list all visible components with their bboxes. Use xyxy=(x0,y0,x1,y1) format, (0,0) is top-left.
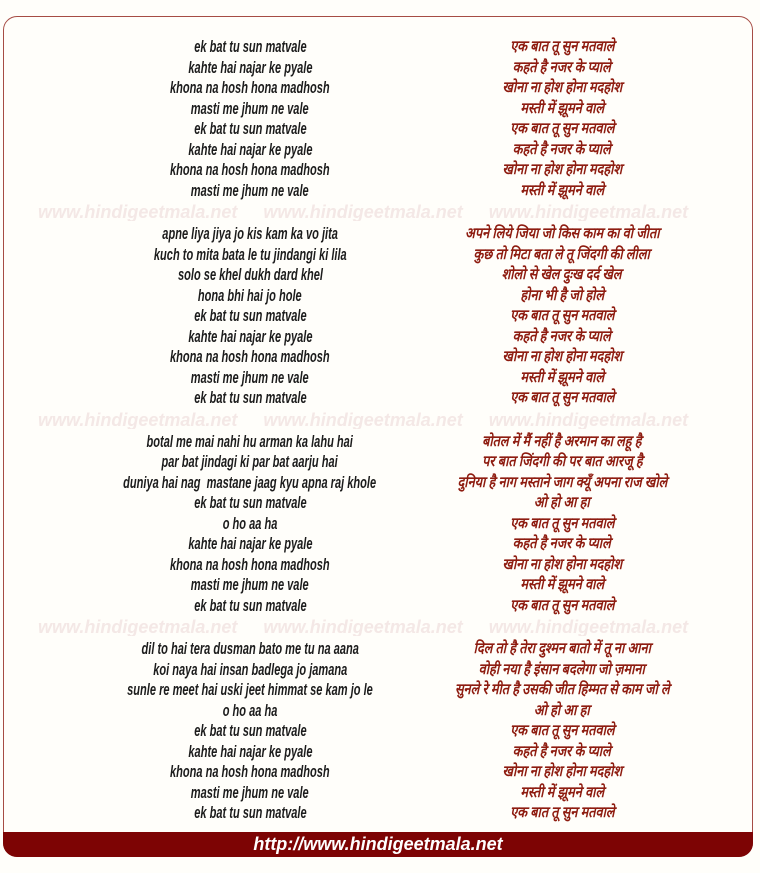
lyric-line-roman: par bat jindagi ki par bat aarju hai xyxy=(161,452,339,471)
lyrics-panel xyxy=(3,16,753,857)
lyric-line-roman: kahte hai najar ke pyale xyxy=(187,57,313,77)
watermark-text: www.hindigeetmala.net xyxy=(38,204,238,221)
roman-column xyxy=(4,639,496,824)
watermark-text: www.hindigeetmala.net xyxy=(263,204,463,221)
lyric-line-hindi: ओ हो आ हा xyxy=(534,702,590,719)
lyric-line-hindi: खोना ना होश होना मदहोश xyxy=(502,162,622,178)
lyric-line-hindi: एक बात तू सुन मतवाले xyxy=(509,390,615,406)
lyric-line-hindi: एक बात तू सुन मतवाले xyxy=(509,805,615,821)
watermark-text: www.hindigeetmala.net xyxy=(488,411,689,429)
lyric-line-roman: masti me jhum ne vale xyxy=(191,575,309,594)
lyric-line-hindi: मस्ती में झूमने वाले xyxy=(520,369,604,386)
lyric-line-roman: khona na hosh hona madhosh xyxy=(170,78,330,97)
lyric-line-hindi: मस्ती में झूमने वाले xyxy=(520,100,604,117)
lyric-line-hindi: मस्ती में झूमने वाले xyxy=(520,577,604,593)
hindi-column xyxy=(464,224,660,409)
lyric-line-hindi: मस्ती में झूमने वाले xyxy=(520,784,604,801)
watermark-text: www.hindigeetmala.net xyxy=(263,619,463,636)
lyric-line-hindi: एक बात तू सुन मतवाले xyxy=(509,121,615,137)
lyric-line-roman: apne liya jiya jo kis kam ka vo jita xyxy=(162,224,338,243)
lyrics-area xyxy=(4,17,752,824)
lyric-line-roman: kahte hai najar ke pyale xyxy=(187,139,313,159)
lyric-line-hindi: एक बात तू सुन मतवाले xyxy=(509,39,615,55)
lyric-line-hindi: वोही नया है इंसान बदलेगा जो ज़माना xyxy=(478,661,646,678)
lyric-line-hindi: पर बात जिंदगी की पर बात आरजू है xyxy=(481,454,643,470)
roman-column xyxy=(4,432,496,617)
lyric-line-roman: kahte hai najar ke pyale xyxy=(187,326,313,346)
lyric-line-roman: masti me jhum ne vale xyxy=(191,367,309,387)
stanza xyxy=(4,432,752,617)
lyric-line-roman: kahte hai najar ke pyale xyxy=(187,741,313,761)
footer-bar xyxy=(3,832,753,857)
lyric-line-roman: sunle re meet hai uski jeet himmat se kam jo le xyxy=(127,680,373,699)
lyric-line-roman: dil to hai tera dusman bato me tu na aana xyxy=(141,639,359,658)
watermark-text: www.hindigeetmala.net xyxy=(488,204,689,221)
stanza xyxy=(4,224,752,409)
lyric-line-hindi: कहते है नजर के प्याले xyxy=(512,141,612,158)
lyric-line-roman: ek bat tu sun matvale xyxy=(193,721,307,740)
roman-column xyxy=(4,37,496,201)
lyric-line-hindi: कुछ तो मिटा बता ले तू जिंदगी की लीला xyxy=(473,246,651,263)
watermark-row xyxy=(4,619,752,636)
lyric-line-roman: kahte hai najar ke pyale xyxy=(187,534,313,553)
lyric-line-hindi: बोतल में मैं नहीं है अरमान का लहू है xyxy=(482,433,642,450)
watermark-text: www.hindigeetmala.net xyxy=(263,411,463,429)
watermark-text: www.hindigeetmala.net xyxy=(38,619,238,636)
lyric-line-roman: duniya hai nag mastane jaag kyu apna raj khole xyxy=(123,472,377,492)
lyric-line-roman: o ho aa ha xyxy=(222,513,278,533)
lyric-line-roman: khona na hosh hona madhosh xyxy=(170,347,330,366)
lyric-line-hindi: सुनले रे मीत है उसकी जीत हिम्मत से काम जो ले xyxy=(454,682,670,698)
lyric-line-roman: solo se khel dukh dard khel xyxy=(177,265,323,284)
lyric-line-roman: hona bhi hai jo hole xyxy=(198,285,302,305)
lyric-line-roman: ek bat tu sun matvale xyxy=(193,803,307,822)
stanza xyxy=(4,37,752,201)
lyric-line-roman: botal me mai nahi hu arman ka lahu hai xyxy=(146,431,354,451)
lyric-line-hindi: दिल तो है तेरा दुश्मन बातो में तू ना आना xyxy=(473,641,651,657)
hindi-column xyxy=(454,639,670,824)
lyric-line-hindi: कहते है नजर के प्याले xyxy=(512,59,612,76)
lyric-line-hindi: होना भी है जो होले xyxy=(520,287,604,304)
lyric-line-roman: koi naya hai insan badlega jo jamana xyxy=(152,659,348,679)
lyric-line-roman: ek bat tu sun matvale xyxy=(193,37,307,56)
lyric-line-hindi: कहते है नजर के प्याले xyxy=(512,536,612,552)
lyric-line-hindi: कहते है नजर के प्याले xyxy=(512,328,612,345)
watermark-row xyxy=(4,204,752,221)
watermark-text: www.hindigeetmala.net xyxy=(38,411,238,429)
hindi-column xyxy=(457,432,667,617)
lyric-line-hindi: दुनिया है नाग मस्ताने जाग क्यूँ अपना राज खोले xyxy=(457,474,667,491)
lyric-line-hindi: एक बात तू सुन मतवाले xyxy=(509,308,615,324)
lyric-line-roman: ek bat tu sun matvale xyxy=(193,388,307,407)
lyric-line-hindi: खोना ना होश होना मदहोश xyxy=(502,556,622,573)
lyric-line-hindi: शोलो से खेल दुःख दर्द खेल xyxy=(502,267,622,283)
lyric-line-roman: masti me jhum ne vale xyxy=(191,98,309,118)
lyric-line-roman: ek bat tu sun matvale xyxy=(193,119,307,138)
lyric-line-hindi: अपने लिये जिया जो किस काम का वो जीता xyxy=(464,226,660,242)
lyric-line-roman: o ho aa ha xyxy=(222,700,278,720)
lyric-line-hindi: खोना ना होश होना मदहोश xyxy=(502,80,622,96)
lyric-line-hindi: मस्ती में झूमने वाले xyxy=(520,182,604,199)
lyric-line-hindi: खोना ना होश होना मदहोश xyxy=(502,764,622,780)
lyric-line-roman: ek bat tu sun matvale xyxy=(193,493,307,512)
watermark-row xyxy=(4,412,752,429)
lyric-line-hindi: कहते है नजर के प्याले xyxy=(512,743,612,760)
lyric-line-hindi: एक बात तू सुन मतवाले xyxy=(509,723,615,739)
lyric-line-hindi: एक बात तू सुन मतवाले xyxy=(509,597,615,614)
lyric-line-roman: kuch to mita bata le tu jindangi ki lila xyxy=(153,244,347,264)
hindi-column xyxy=(496,37,628,201)
lyric-line-roman: masti me jhum ne vale xyxy=(191,782,309,802)
footer-site-link[interactable]: http://www.hindigeetmala.net xyxy=(253,834,503,854)
lyric-line-hindi: एक बात तू सुन मतवाले xyxy=(509,515,615,532)
lyric-line-roman: masti me jhum ne vale xyxy=(191,180,309,200)
watermark-text: www.hindigeetmala.net xyxy=(488,619,689,636)
lyric-line-roman: khona na hosh hona madhosh xyxy=(170,762,330,781)
lyric-line-roman: khona na hosh hona madhosh xyxy=(170,160,330,179)
lyric-line-hindi: खोना ना होश होना मदहोश xyxy=(502,349,622,365)
lyric-line-roman: khona na hosh hona madhosh xyxy=(170,554,330,574)
stanza xyxy=(4,639,752,824)
lyric-line-roman: ek bat tu sun matvale xyxy=(193,306,307,325)
lyric-line-hindi: ओ हो आ हा xyxy=(534,495,590,511)
roman-column xyxy=(4,224,496,409)
lyric-line-roman: ek bat tu sun matvale xyxy=(193,595,307,615)
